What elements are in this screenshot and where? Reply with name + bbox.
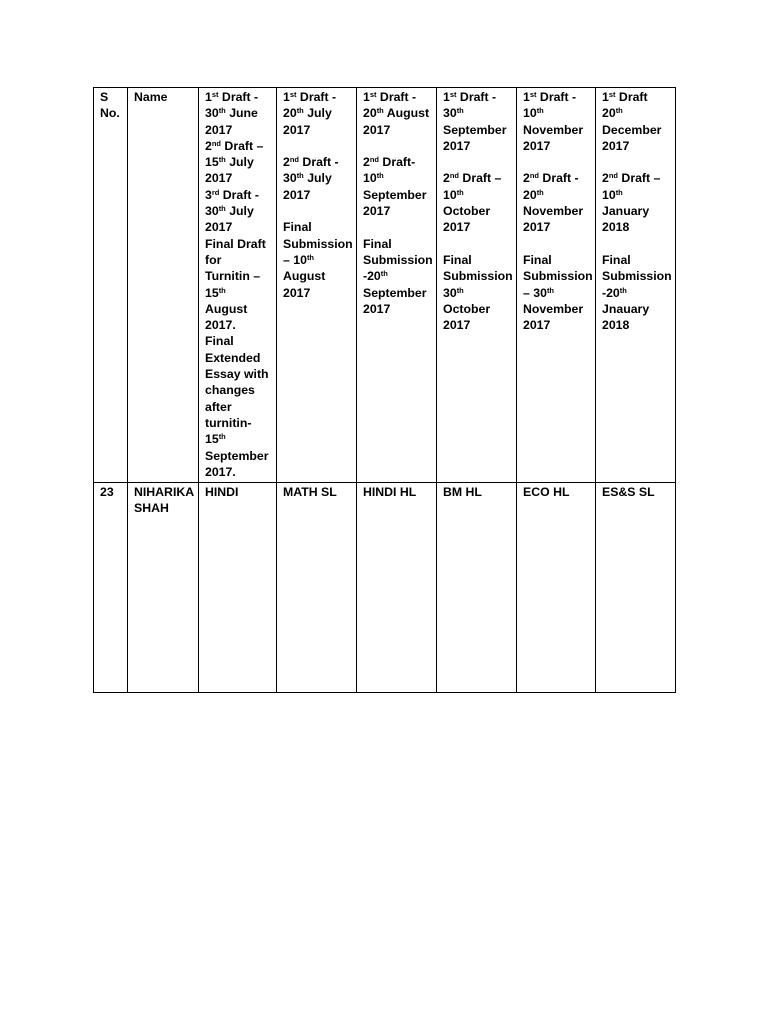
header-name-cell — [128, 88, 199, 483]
deadline-line: 1st Draft - — [363, 90, 417, 104]
sno-cell — [94, 483, 128, 693]
deadline-line: 2017 — [443, 138, 471, 153]
deadline-line: 2017. — [205, 464, 236, 479]
header-deadline-cell — [199, 88, 277, 483]
deadline-line: Final — [205, 334, 234, 349]
ordinal-suffix: th — [376, 106, 384, 116]
ordinal-suffix: th — [619, 285, 627, 295]
subject-cell — [596, 483, 676, 693]
deadline-line: September — [363, 187, 427, 202]
line-gap — [443, 154, 512, 170]
deadline-line: 10th — [363, 171, 384, 186]
ordinal-suffix: nd — [449, 171, 460, 181]
deadline-line: -20th — [602, 285, 627, 300]
line-gap — [523, 154, 591, 170]
ordinal-suffix: th — [218, 155, 226, 165]
deadline-line: 30th — [443, 285, 464, 300]
deadline-line: 2017 — [205, 220, 233, 235]
header-sno-line: No. — [100, 106, 120, 121]
deadline-line: – 10th — [283, 252, 315, 267]
deadline-line: Submission — [363, 252, 433, 267]
deadline-line: August — [283, 269, 326, 284]
deadline-line: 3rd Draft - — [205, 187, 259, 202]
subject-value: HINDI — [205, 485, 239, 500]
deadline-line: 30th July — [283, 171, 332, 186]
ordinal-suffix: th — [218, 432, 226, 442]
ordinal-suffix: nd — [608, 171, 619, 181]
deadline-line: Final — [523, 252, 552, 267]
header-deadline-cell — [596, 88, 676, 483]
deadline-line: 10th — [602, 187, 623, 202]
deadline-line: Final — [283, 220, 312, 235]
line-gap — [363, 138, 432, 154]
ordinal-suffix: th — [306, 252, 315, 262]
ordinal-suffix: th — [218, 285, 226, 295]
deadline-line: Extended — [205, 350, 261, 365]
deadline-line: 10th — [523, 106, 544, 121]
subject-cell — [437, 483, 517, 693]
table-row — [94, 483, 676, 693]
ordinal-suffix: th — [296, 106, 304, 116]
deadline-line: 20th August — [363, 106, 430, 121]
deadline-line: August — [205, 301, 248, 316]
deadline-line: after — [205, 399, 232, 414]
deadline-line: Final Draft — [205, 236, 266, 251]
deadline-line: November — [523, 122, 584, 137]
deadline-line: September — [363, 285, 427, 300]
deadline-line: 15th — [205, 432, 226, 447]
deadline-line: 2017 — [283, 187, 311, 202]
deadline-line: October — [443, 301, 491, 316]
header-deadline-cell — [437, 88, 517, 483]
subject-cell — [199, 483, 277, 693]
deadline-line: – 30th — [523, 285, 555, 300]
deadline-line: 2nd Draft - — [523, 171, 579, 186]
deadline-line: 1st Draft - — [205, 90, 259, 104]
ordinal-suffix: rd — [211, 187, 220, 197]
deadline-line: 1st Draft - — [523, 90, 577, 104]
deadline-line: 1st Draft - — [283, 90, 337, 104]
ordinal-suffix: th — [615, 106, 623, 116]
deadline-line: 30th — [443, 106, 464, 121]
deadline-line: Final — [363, 236, 392, 251]
deadline-line: 1st Draft — [602, 90, 648, 104]
subject-value: ECO HL — [523, 485, 570, 500]
ordinal-suffix: nd — [211, 138, 222, 148]
student-name-line: NIHARIKA — [134, 485, 195, 500]
deadline-line: 2nd Draft- — [363, 155, 416, 170]
ordinal-suffix: th — [546, 285, 555, 295]
ordinal-suffix: th — [456, 187, 464, 197]
subject-cell — [357, 483, 437, 693]
subject-cell — [277, 483, 357, 693]
deadline-line: Final — [602, 252, 631, 267]
subject-cell — [517, 483, 596, 693]
schedule-table — [93, 87, 676, 693]
deadline-line: Final — [443, 252, 472, 267]
header-deadline-cell — [357, 88, 437, 483]
deadline-line: 2018 — [602, 220, 630, 235]
subject-value: ES&S SL — [602, 485, 655, 500]
ordinal-suffix: th — [536, 187, 544, 197]
deadline-line: 2017 — [205, 122, 233, 137]
deadline-line: 10th — [443, 187, 464, 202]
deadline-line: 20th — [602, 106, 623, 121]
header-name-label: Name — [134, 90, 168, 104]
ordinal-suffix: st — [608, 90, 616, 99]
student-name-line: SHAH — [134, 501, 169, 516]
deadline-line: November — [523, 204, 584, 219]
header-deadline-cell — [277, 88, 357, 483]
deadline-line: -20th — [363, 269, 388, 284]
subject-value: MATH SL — [283, 485, 337, 500]
deadline-line: 2nd Draft – — [443, 171, 502, 186]
ordinal-suffix: th — [218, 106, 226, 116]
deadline-line: 2nd Draft – — [602, 171, 661, 186]
line-gap — [523, 236, 591, 252]
deadline-line: September — [205, 448, 269, 463]
deadline-line: 2017 — [363, 204, 391, 219]
deadline-line: December — [602, 122, 662, 137]
line-gap — [283, 203, 352, 219]
student-name-cell — [128, 483, 199, 693]
deadline-line: turnitin- — [205, 415, 252, 430]
ordinal-suffix: th — [218, 204, 226, 214]
deadline-line: 2017 — [283, 285, 311, 300]
deadline-line: 2nd Draft - — [283, 155, 339, 170]
line-gap — [602, 154, 671, 170]
deadline-line: Submission — [523, 269, 593, 284]
ordinal-suffix: th — [456, 106, 464, 116]
line-gap — [363, 219, 432, 235]
deadline-line: January — [602, 204, 650, 219]
line-gap — [602, 236, 671, 252]
header-deadline-cell — [517, 88, 596, 483]
ordinal-suffix: st — [289, 90, 297, 99]
ordinal-suffix: nd — [289, 155, 300, 165]
ordinal-suffix: th — [536, 106, 544, 116]
deadline-line: Submission — [443, 269, 513, 284]
deadline-line: 20th — [523, 187, 544, 202]
deadline-line: 15th — [205, 285, 226, 300]
subject-value: BM HL — [443, 485, 482, 500]
deadline-line: Submission — [602, 269, 672, 284]
ordinal-suffix: th — [456, 285, 464, 295]
deadline-line: Jnauary — [602, 301, 650, 316]
deadline-line: 2017 — [523, 318, 551, 333]
deadline-line: September — [443, 122, 507, 137]
deadline-line: November — [523, 301, 584, 316]
deadline-line: 2017 — [523, 220, 551, 235]
deadline-line: 30th June — [205, 106, 258, 121]
deadline-line: 2017 — [363, 301, 391, 316]
header-row — [94, 88, 676, 483]
deadline-line: 2nd Draft – — [205, 138, 264, 153]
deadline-line: 2017 — [443, 318, 471, 333]
deadline-line: Submission — [283, 236, 353, 251]
deadline-line: 2017 — [443, 220, 471, 235]
deadline-line: Turnitin – — [205, 269, 261, 284]
ordinal-suffix: st — [211, 90, 219, 99]
deadline-line: Essay with — [205, 367, 269, 382]
deadline-line: 1st Draft - — [443, 90, 497, 104]
deadline-line: 2017 — [523, 138, 551, 153]
sno-value: 23 — [100, 485, 114, 500]
deadline-line: 2017 — [363, 122, 391, 137]
subject-value: HINDI HL — [363, 485, 417, 500]
header-sno-cell — [94, 88, 128, 483]
deadline-line: 2017 — [602, 138, 630, 153]
line-gap — [443, 236, 512, 252]
deadline-line: October — [443, 204, 491, 219]
deadline-line: changes — [205, 383, 255, 398]
deadline-line: 2017 — [283, 122, 311, 137]
line-gap — [283, 138, 352, 154]
ordinal-suffix: st — [449, 90, 457, 99]
ordinal-suffix: th — [296, 171, 304, 181]
deadline-line: 2018 — [602, 318, 630, 333]
deadline-line: for — [205, 252, 222, 267]
ordinal-suffix: th — [615, 187, 623, 197]
deadline-line: 15th July — [205, 155, 254, 170]
ordinal-suffix: nd — [529, 171, 540, 181]
header-sno-line: S — [100, 90, 109, 104]
ordinal-suffix: st — [529, 90, 537, 99]
deadline-line: 2017. — [205, 318, 236, 333]
deadline-line: 2017 — [205, 171, 233, 186]
ordinal-suffix: th — [376, 171, 384, 181]
ordinal-suffix: st — [369, 90, 377, 99]
ordinal-suffix: nd — [369, 155, 380, 165]
deadline-line: 20th July — [283, 106, 332, 121]
ordinal-suffix: th — [380, 269, 388, 279]
deadline-line: 30th July — [205, 204, 254, 219]
